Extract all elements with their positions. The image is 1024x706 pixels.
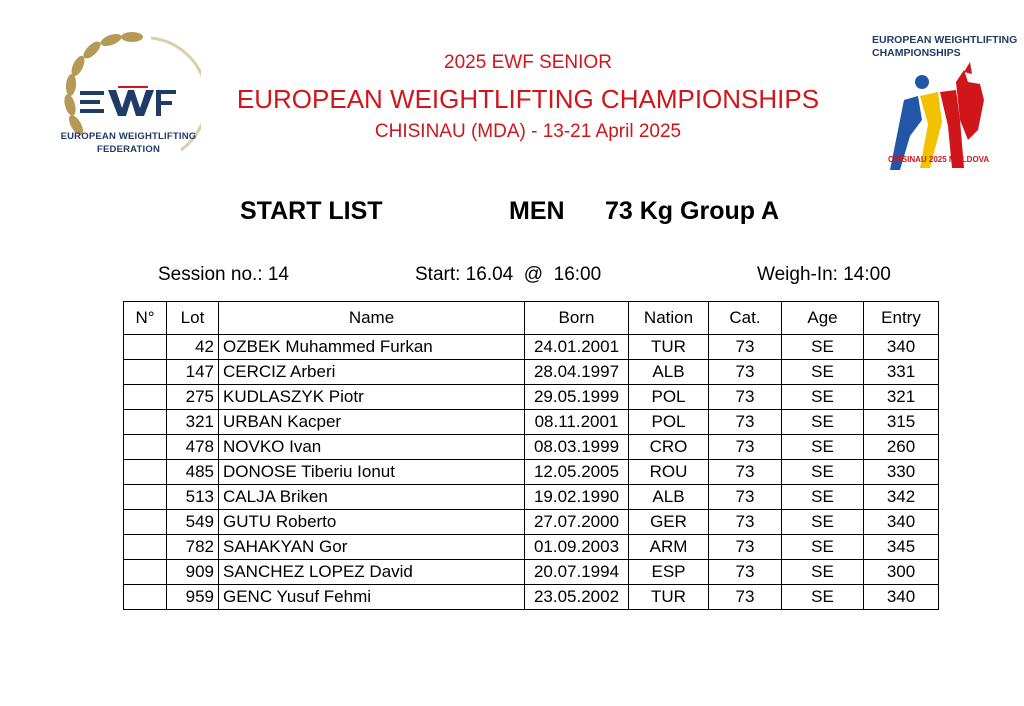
col-header-entry: Entry: [864, 302, 939, 335]
cell-age: SE: [782, 535, 864, 560]
table-row: [124, 485, 939, 510]
col-header-born: Born: [525, 302, 629, 335]
cell-no: [124, 585, 167, 610]
cell-nation: CRO: [629, 435, 709, 460]
champ-logo-line2: CHAMPIONSHIPS: [872, 47, 961, 59]
col-header-lot: Lot: [167, 302, 219, 335]
cell-born: 12.05.2005: [525, 460, 629, 485]
table-row: [124, 360, 939, 385]
cell-cat: 73: [709, 360, 782, 385]
cell-no: [124, 385, 167, 410]
cell-nation: POL: [629, 385, 709, 410]
cell-no: [124, 560, 167, 585]
event-location-dates: CHISINAU (MDA) - 13-21 April 2025: [374, 121, 682, 142]
event-edition: 2025 EWF SENIOR: [444, 52, 612, 73]
start-list-label: START LIST: [240, 197, 383, 225]
cell-no: [124, 460, 167, 485]
cell-age: SE: [782, 335, 864, 360]
cell-name: SAHAKYAN Gor: [219, 535, 525, 560]
cell-cat: 73: [709, 485, 782, 510]
cell-name: CALJA Briken: [219, 485, 525, 510]
cell-no: [124, 360, 167, 385]
cell-lot: 959: [167, 585, 219, 610]
ewf-logo-line1: EUROPEAN WEIGHTLIFTING: [60, 131, 197, 142]
cell-born: 24.01.2001: [525, 335, 629, 360]
table-header-row: [124, 302, 939, 335]
cell-lot: 513: [167, 485, 219, 510]
cell-lot: 478: [167, 435, 219, 460]
cell-lot: 42: [167, 335, 219, 360]
weigh-in-time: Weigh-In: 14:00: [757, 264, 891, 285]
cell-lot: 485: [167, 460, 219, 485]
cell-nation: ARM: [629, 535, 709, 560]
cell-entry: 331: [864, 360, 939, 385]
cell-name: URBAN Kacper: [219, 410, 525, 435]
cell-entry: 340: [864, 335, 939, 360]
table-row: [124, 385, 939, 410]
cell-name: SANCHEZ LOPEZ David: [219, 560, 525, 585]
cell-nation: GER: [629, 510, 709, 535]
cell-entry: 260: [864, 435, 939, 460]
gender-label: MEN: [509, 197, 565, 225]
cell-name: OZBEK Muhammed Furkan: [219, 335, 525, 360]
champ-logo-footer: CHISINAU 2025 MOLDOVA: [888, 155, 990, 164]
cell-age: SE: [782, 560, 864, 585]
col-header-age: Age: [782, 302, 864, 335]
champ-logo-line1: EUROPEAN WEIGHTLIFTING: [872, 34, 1018, 46]
ewf-logo-line2: FEDERATION: [96, 144, 161, 155]
cell-age: SE: [782, 435, 864, 460]
start-list-table: [123, 301, 939, 610]
col-header-cat: Cat.: [709, 302, 782, 335]
cell-nation: ALB: [629, 485, 709, 510]
cell-no: [124, 410, 167, 435]
cell-cat: 73: [709, 535, 782, 560]
cell-entry: 342: [864, 485, 939, 510]
table-row: [124, 510, 939, 535]
cell-name: DONOSE Tiberiu Ionut: [219, 460, 525, 485]
event-title: EUROPEAN WEIGHTLIFTING CHAMPIONSHIPS: [236, 84, 820, 114]
cell-lot: 321: [167, 410, 219, 435]
cell-entry: 340: [864, 585, 939, 610]
cell-entry: 321: [864, 385, 939, 410]
cell-nation: ESP: [629, 560, 709, 585]
table-row: [124, 585, 939, 610]
cell-age: SE: [782, 460, 864, 485]
cell-name: NOVKO Ivan: [219, 435, 525, 460]
table-row: [124, 435, 939, 460]
cell-born: 27.07.2000: [525, 510, 629, 535]
cell-cat: 73: [709, 385, 782, 410]
cell-age: SE: [782, 410, 864, 435]
cell-name: KUDLASZYK Piotr: [219, 385, 525, 410]
championships-logo: [860, 30, 1020, 170]
cell-entry: 330: [864, 460, 939, 485]
lifter-bull-icon: [860, 60, 1020, 170]
cell-cat: 73: [709, 510, 782, 535]
cell-age: SE: [782, 585, 864, 610]
table-row: [124, 335, 939, 360]
cell-no: [124, 435, 167, 460]
cell-nation: ALB: [629, 360, 709, 385]
session-number: Session no.: 14: [158, 264, 289, 285]
cell-no: [124, 335, 167, 360]
cell-cat: 73: [709, 560, 782, 585]
table-body: [124, 335, 939, 610]
cell-born: 28.04.1997: [525, 360, 629, 385]
cell-entry: 315: [864, 410, 939, 435]
cell-entry: 340: [864, 510, 939, 535]
cell-name: GENC Yusuf Fehmi: [219, 585, 525, 610]
cell-cat: 73: [709, 460, 782, 485]
cell-age: SE: [782, 360, 864, 385]
cell-nation: ROU: [629, 460, 709, 485]
cell-cat: 73: [709, 410, 782, 435]
cell-born: 20.07.1994: [525, 560, 629, 585]
cell-entry: 345: [864, 535, 939, 560]
cell-born: 23.05.2002: [525, 585, 629, 610]
cell-entry: 300: [864, 560, 939, 585]
cell-no: [124, 535, 167, 560]
cell-lot: 275: [167, 385, 219, 410]
table-row: [124, 410, 939, 435]
cell-nation: TUR: [629, 335, 709, 360]
cell-no: [124, 485, 167, 510]
cell-lot: 549: [167, 510, 219, 535]
col-header-nation: Nation: [629, 302, 709, 335]
cell-name: GUTU Roberto: [219, 510, 525, 535]
cell-cat: 73: [709, 585, 782, 610]
cell-age: SE: [782, 510, 864, 535]
cell-cat: 73: [709, 435, 782, 460]
cell-born: 08.03.1999: [525, 435, 629, 460]
table-row: [124, 460, 939, 485]
col-header-name: Name: [219, 302, 525, 335]
cell-born: 29.05.1999: [525, 385, 629, 410]
cell-lot: 909: [167, 560, 219, 585]
category-label: 73 Kg Group A: [605, 197, 780, 225]
table-row: [124, 560, 939, 585]
cell-born: 01.09.2003: [525, 535, 629, 560]
cell-age: SE: [782, 485, 864, 510]
table-row: [124, 535, 939, 560]
cell-no: [124, 510, 167, 535]
cell-born: 19.02.1990: [525, 485, 629, 510]
cell-cat: 73: [709, 335, 782, 360]
col-header-no: N°: [124, 302, 167, 335]
start-time: Start: 16.04 @ 16:00: [415, 264, 602, 285]
cell-lot: 782: [167, 535, 219, 560]
cell-born: 08.11.2001: [525, 410, 629, 435]
cell-name: CERCIZ Arberi: [219, 360, 525, 385]
cell-lot: 147: [167, 360, 219, 385]
cell-nation: TUR: [629, 585, 709, 610]
cell-nation: POL: [629, 410, 709, 435]
cell-age: SE: [782, 385, 864, 410]
